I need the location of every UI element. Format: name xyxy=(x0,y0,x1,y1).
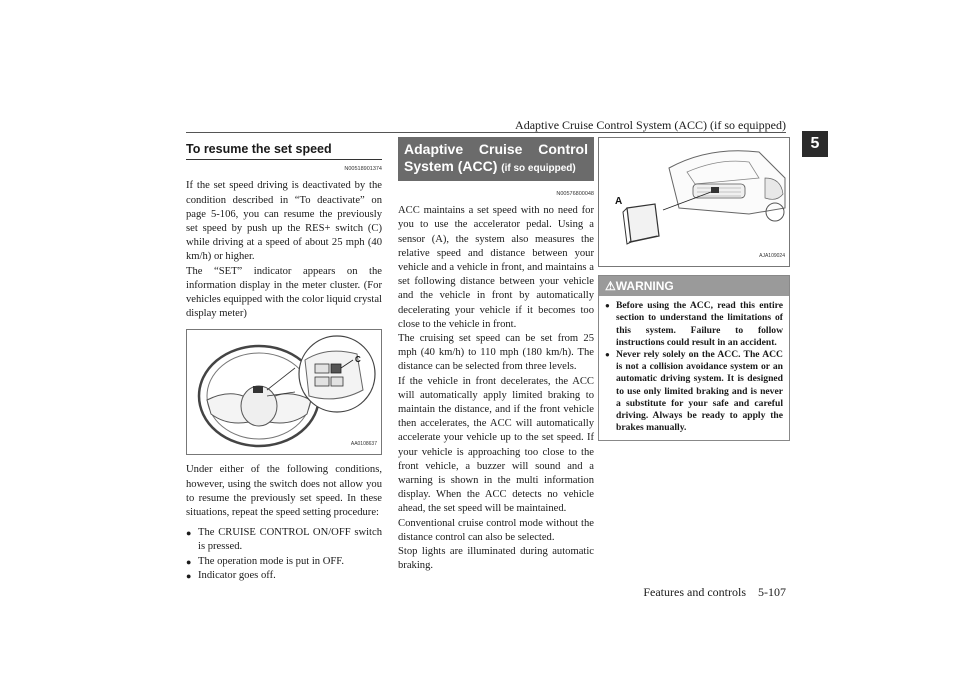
list-item: ● Never rely solely on the ACC. The ACC is not a collision avoidance system or an automatic driving system. It is designed to use only limited braking and is never a substitute for your safe and careful driving. Always be ready to apply the brakes manually. xyxy=(605,349,783,434)
paragraph: Stop lights are illuminated during automatic braking. xyxy=(398,546,594,572)
list-item: ● Indicator goes off. xyxy=(186,569,382,583)
figure-callout-a: A xyxy=(615,196,623,207)
paragraph: Conventional cruise control mode without the distance control can also be selected. xyxy=(398,517,594,543)
doc-id: N00576800048 xyxy=(556,191,594,197)
list-item: ● The CRUISE CONTROL ON/OFF switch is pressed. xyxy=(186,526,382,554)
paragraph: If the set speed driving is deactivated by the condition described in “To deactivate” on page 5-106, you can resume the previously set speed by push up the RES+ switch (C) while driving at a speed of about 25 mph (40 km/h) or higher. xyxy=(186,180,382,263)
chapter-tab: 5 xyxy=(802,131,828,157)
figure-code: AA0108637 xyxy=(350,441,377,448)
column-resume-speed xyxy=(186,137,382,583)
header-rule xyxy=(186,132,786,133)
list-item: ● Before using the ACC, read this entire section to understand the limitations of this system. Failure to follow instructions could result in an accident. xyxy=(605,300,783,349)
running-header-title: Adaptive Cruise Control System (ACC) (if so equipped) xyxy=(515,118,786,132)
paragraph: If the vehicle in front decelerates, the ACC will automatically apply limited braking to maintain the distance, and if the front vehicle then accelerates, the ACC will automatically accelerate your vehicle up to the set speed. If your vehicle is approaching too close to the front vehicle, a buzzer will sound and a warning is shown in the multi information display. When the ACC detects no vehicle ahead, the set speed will be maintained. xyxy=(398,375,594,515)
paragraph: The cruising set speed can be set from 25 mph (40 km/h) to 110 mph (180 km/h). The distance can be selected from three levels. xyxy=(398,333,594,373)
paragraph: ACC maintains a set speed with no need for you to use the accelerator pedal. Using a sensor (A), the system also measures the relative speed and distance between your vehicle and a vehicle in front, and maintains a set following distance between your vehicle and the vehicle in front by automatically decelerating your vehicle if it becomes too close to the vehicle in front. xyxy=(398,205,594,330)
column-sensor-warning xyxy=(598,137,790,441)
heading-sub: (if so equipped) xyxy=(501,163,576,174)
warning-list xyxy=(605,300,783,434)
doc-id: N00518901374 xyxy=(344,166,382,173)
figure-callout-c: C xyxy=(355,355,361,365)
warning-title: WARNING xyxy=(615,279,674,293)
steering-wheel-illustration xyxy=(187,330,381,454)
warning-header xyxy=(599,276,789,296)
paragraph: The “SET” indicator appears on the information display in the meter cluster. (For vehicles equipped with the color liquid crystal display meter) xyxy=(186,265,382,320)
warning-triangle-icon: ⚠ xyxy=(605,279,616,293)
steering-wheel-figure xyxy=(186,329,382,455)
page-footer: Features and controls 5-107 xyxy=(643,585,786,599)
sensor-location-figure xyxy=(598,137,790,267)
list-item: ● The operation mode is put in OFF. xyxy=(186,555,382,569)
section-heading-resume: To resume the set speed xyxy=(186,137,382,160)
column-acc-intro xyxy=(398,137,594,573)
warning-box xyxy=(598,275,790,441)
section-heading-acc xyxy=(398,137,594,181)
vehicle-front-illustration xyxy=(599,138,789,266)
paragraph: Under either of the following conditions, however, using the switch does not allow you to resume the previously set speed. In these situations, repeat the speed setting procedure: xyxy=(186,464,382,519)
condition-list xyxy=(186,526,382,583)
heading-main: Adaptive Cruise Control System (ACC) xyxy=(404,141,588,174)
figure-code: AJA109024 xyxy=(759,252,785,259)
